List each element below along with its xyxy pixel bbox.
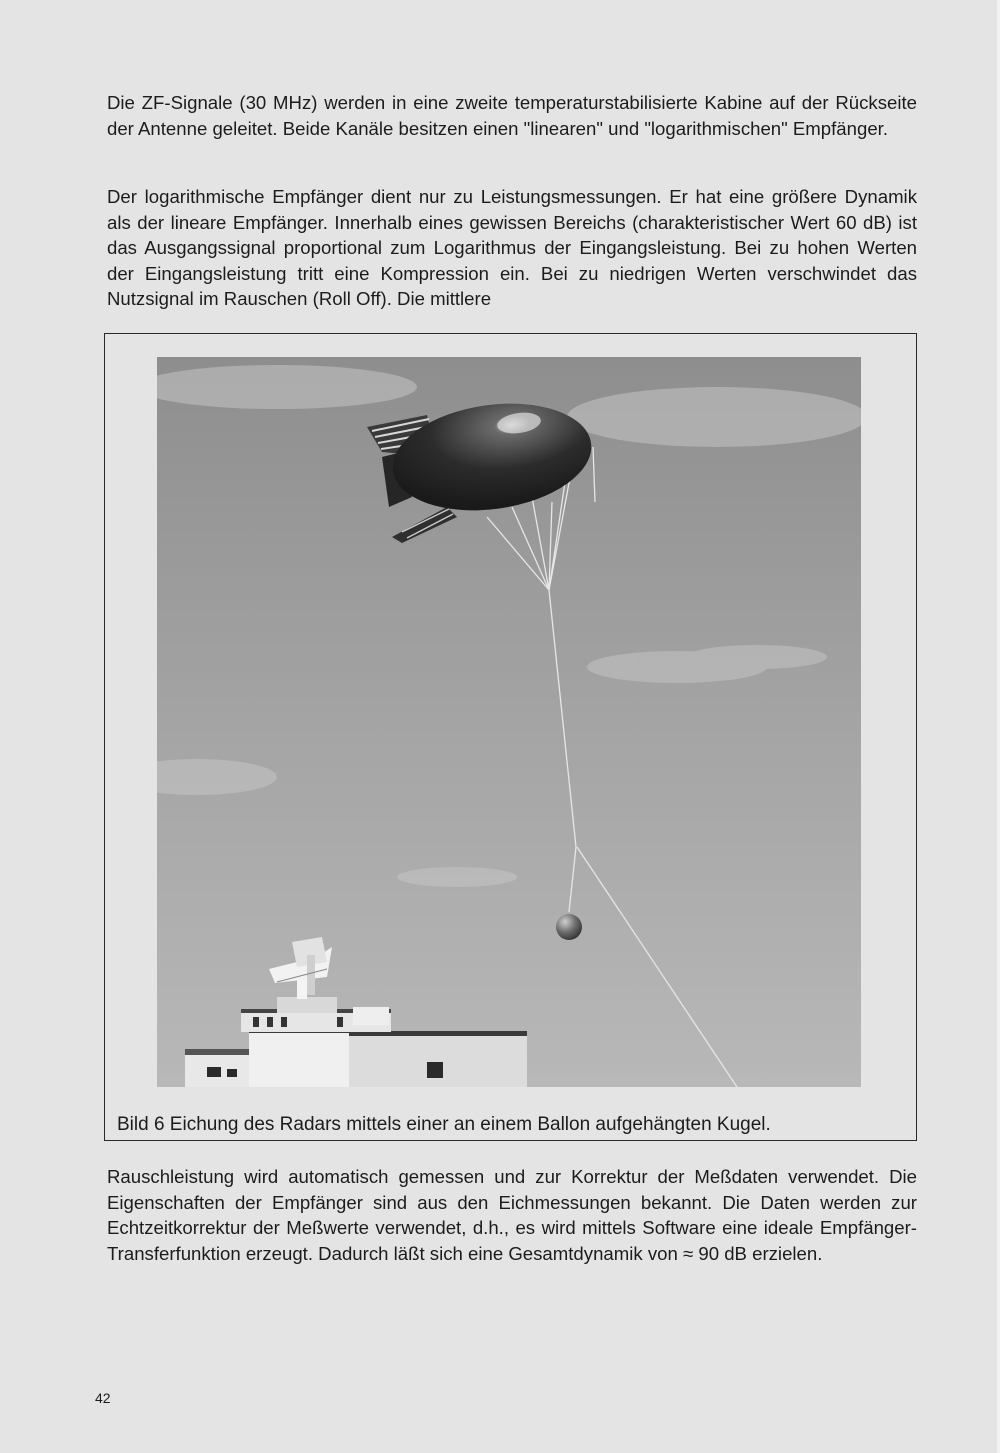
figure-caption: Bild 6 Eichung des Radars mittels einer an einem Ballon aufgehängten Kugel.: [117, 1114, 771, 1135]
calibration-sphere: [556, 914, 582, 940]
figure-frame: [104, 333, 917, 1141]
page-number: 42: [95, 1390, 111, 1406]
paragraph-noise-power: Rauschleistung wird automatisch gemessen und zur Korrektur der Meßdaten verwendet. Die Eigenschaften der Empfänger sind aus den Eichmessungen bekannt. Die Daten werden zur Echtzeitkorrektur der Meßwerte verwendet, d.h., es wird mittels Software eine ideale Empfänger-Transferfunktion erzeugt. Dadurch läßt sich eine Gesamtdynamik von ≈ 90 dB erzielen.: [107, 1166, 917, 1264]
paragraph-log-receiver: Der logarithmische Empfänger dient nur zu Leistungsmessungen. Er hat eine größere Dynamik als der lineare Empfänger. Innerhalb eines gewissen Bereichs (charakteristischer Wert 60 dB) ist das Ausgangssignal proportional zum Logarithmus der Eingangsleistung. Bei zu hohen Werten der Eingangsleistung tritt eine Kompression ein. Bei zu niedrigen Werten verschwindet das Nutzsignal im Rauschen (Roll Off). Die mittlere: [107, 186, 917, 309]
paragraph-zf-signals: Die ZF-Signale (30 MHz) werden in eine zweite temperaturstabilisierte Kabine auf der Rückseite der Antenne geleitet. Beide Kanäle besitzen einen "linearen" und "logarithmischen" Empfänger.: [107, 92, 917, 139]
balloon-photo: [157, 357, 861, 1087]
